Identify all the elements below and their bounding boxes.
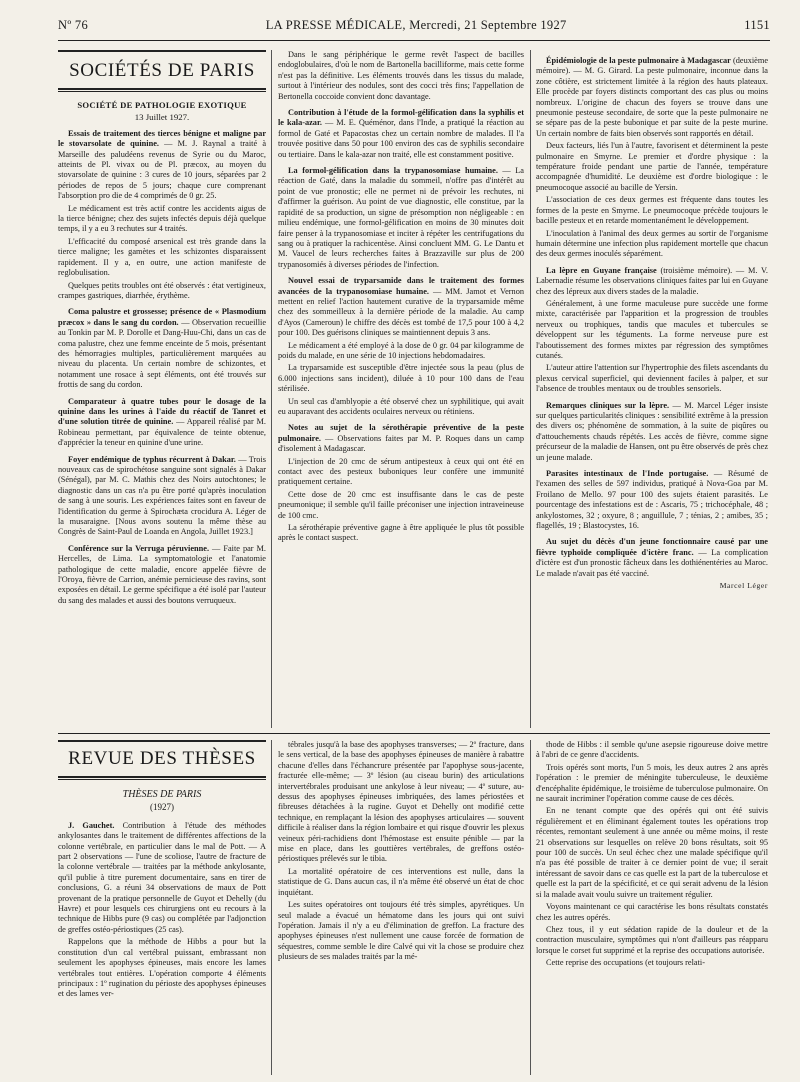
paragraph: [278, 900, 524, 962]
paragraph: [536, 537, 768, 579]
theses-col3-body: [536, 740, 768, 969]
paragraph: [536, 925, 768, 956]
paragraph: [278, 108, 524, 160]
paragraph-text: (troisième mémoire). — M. V. Labernadie résume les observations cliniques faites par lui en Guyane chez des lépreux aux divers stades de la maladie.: [536, 265, 768, 296]
paragraph-heading: Foyer endémique de typhus récurrent à Dakar.: [68, 454, 236, 464]
section-separator: [58, 733, 770, 734]
author-signature: Marcel Léger: [719, 581, 768, 591]
theses-col2-body: [278, 740, 524, 963]
paragraph-text: — M. Marcel Léger insiste sur quelques particularités cliniques : sensibilité extrême à la pression des divers os; phénomène de sommation, à la suite de piqûres ou d'attouchements chauds répétés. Les accès de fièvre, comme signe précurseur de la maladie de Hansen, ont pu être observés de près chez un jeune malade.: [536, 400, 768, 462]
paragraph-heading: Coma palustre et grossesse; présence de « Plasmodium præcox » dans le sang du cordon.: [58, 307, 266, 327]
paragraph: [58, 237, 266, 279]
societes-col2-body: [278, 50, 524, 544]
societes-column-1: [58, 50, 266, 728]
paragraph-heading: Remarques cliniques sur la lèpre.: [546, 400, 670, 410]
paragraph-heading: J. Gauchet.: [68, 820, 115, 830]
paragraph-text: L'efficacité du composé arsenical est très grande dans la tierce maligne; les gamètes et les schizontes disparaissent rapidement. Il y a, en outre, une action manifeste de reglobulisation.: [58, 236, 266, 278]
paragraph: [278, 397, 524, 418]
theses-column-3: [536, 740, 768, 1075]
header-rule: [58, 40, 770, 41]
paragraph: [58, 129, 266, 202]
title-rule-top: [58, 50, 266, 52]
paragraph-heading: Comparateur à quatre tubes pour le dosage de la quinine dans les urines à l'aide du réactif de Tanret et d'une solution titrée de quinine.: [58, 396, 266, 427]
paragraph: [536, 56, 768, 139]
paragraph-text: — La complication d'ictère est d'un pronostic fâcheux dans les dothiénentéries au Maroc. Le malade n'avait pas été vacciné.: [536, 547, 768, 578]
paragraph-text: Rappelons que la méthode de Hibbs a pour but la constitution d'un cal vertébral puissant, embrassant non seulement les apophyses épineuses, mais encore les lames vertébrales tout entières. L'opération comporte 4 éléments principaux : 1º rugination du périoste des apophyses épineuses et des lames ver-: [58, 937, 266, 999]
title-rule-bottom: [58, 88, 266, 90]
theses-col1-body: [58, 821, 266, 1000]
paragraph-text: Cette dose de 20 cmc est insuffisante dans le cas de peste pneumonique; il semble qu'il faille préconiser une injection intraveineuse de 100 cmc.: [278, 489, 524, 520]
paragraph: [278, 423, 524, 454]
paragraph: [278, 457, 524, 488]
paragraph: [278, 490, 524, 521]
paragraph: [58, 397, 266, 449]
paragraph-heading: Notes au sujet de la sérothérapie préventive de la peste pulmonaire.: [278, 423, 524, 443]
paragraph: [536, 266, 768, 297]
paragraph-text: La sérothérapie préventive gagne à être appliquée le plus tôt possible après le contact suspect.: [278, 523, 524, 543]
theses-column-1: [58, 740, 266, 1075]
paragraph-text: Dans le sang périphérique le germe revêt l'aspect de bacilles endoglobulaires, d'où le nom de Bartonella bacilliforme, mais cette forme n'est pas la définitive. Les éléments trouvés dans les tissus du malade, surtout à l'intérieur des nodules, sont des cocci très fins; l'appellation de Bertonella coccoide convient donc davantage.: [278, 50, 524, 101]
paragraph: [278, 867, 524, 898]
paragraph: [278, 523, 524, 544]
paragraph-text: Voyons maintenant ce qui caractérise les bons résultats constatés chez les autres opérés.: [536, 902, 768, 922]
title-rule-bottom: [58, 776, 266, 778]
column-divider: [271, 740, 272, 1075]
paragraph: [536, 195, 768, 226]
paragraph: [58, 204, 266, 235]
paragraph-text: — Trois nouveaux cas de spirochétose sanguine sont signalés à Dakar (Sénégal), par M. C. Mathis chez des Noirs autochtones; le diagnostic dans un cas n'a pu être porté qu'après inoculation de sang à une souris. Les expériences faites sont en faveur de l'identification du germe à Spirochæta crocidura A. Léger de la musaraigne. [Nous avons soutenu la même thèse au Congrès de Saint-Paul de Loanda en Angola, Juillet 1923.]: [58, 454, 266, 537]
paragraph-text: La tryparsamide est susceptible d'être injectée sous la peau (plus de 6.000 injections sans incident), diluée à 10 pour 100 dans de l'eau stérilisée.: [278, 363, 524, 394]
paragraph-text: Le médicament est très actif contre les accidents aigus de la tierce bénigne; chez des sujets infectés depuis déjà quelque temps, il y a eu 3 rechutes sur 4 traités.: [58, 203, 266, 234]
column-divider: [530, 50, 531, 728]
paragraph: [536, 363, 768, 394]
paragraph-heading: Au sujet du décès d'un jeune fonctionnaire causé par une fièvre typhoïde compliquée d'ictère franc.: [536, 537, 768, 557]
paragraph-text: tébrales jusqu'à la base des apophyses transverses; — 2º fracture, dans le sens vertical, de la base des apophyses épineuses de manière à rabattre chacune d'elles dans l'échancrure présentée par l'apophyse sous-jacente, fracturée elle-même; — 3º lésion (au ciseau burin) des articulations intervertébrales produisant une ankylose à leur niveau; — 4º suture, au-dessus des apophyses épineuses imbriquées, des lames périostées et fibreuses détachées à la rugine. Guyot et Dehelly ont modifié cette technique, en remplaçant la lésion des apophyses articulaires — souvent difficile à réaliser dans la région lombaire et qui risque d'ouvrir les plexus veineux péri-rachidiens dont l'hémostase est ensuite pénible — par la mise en place, dans les gouttières vertébrales, de greffons ostéo-périostiques prélevés sur le tibia.: [278, 740, 524, 864]
paragraph-text: La mortalité opératoire de ces interventions est nulle, dans la statistique de G. Dans aucun cas, il n'a même été observé un état de choc inquiétant.: [278, 866, 524, 897]
paragraph-text: — Observations faites par M. P. Roques dans un camp d'isolement à Madagascar.: [278, 433, 524, 454]
paragraph-text: Les suites opératoires ont toujours été très simples, apyrétiques. Un seul malade a évacué un hématome dans les jours qui ont suivi l'opération. Jamais il n'y a eu d'élimination de greffon. La fracture des apophyses épineuses n'est nullement une cause forcée de formation de séquestres, comme semble le dire Calvé qui vit la chose se produire chez plusieurs de ses malades traités par la mé-: [278, 900, 524, 962]
paragraph: [536, 763, 768, 805]
paragraph-heading: La lèpre en Guyane française: [546, 265, 657, 275]
paragraph: [278, 50, 524, 102]
paragraph-text: Quelques petits troubles ont été observés : état vertigineux, crampes gastriques, diarrhée, érythème.: [58, 280, 266, 300]
theses-column-2: [278, 740, 524, 1075]
paragraph: [58, 455, 266, 538]
paragraph: [58, 821, 266, 935]
paragraph-text: Un seul cas d'amblyopie a été observé chez un syphilitique, qui avait eu auparavant des accidents oculaires nerveux ou rétiniens.: [278, 396, 524, 416]
paragraph-heading: Essais de traitement des tierces bénigne et maligne par le stovarsolate de quinine.: [58, 128, 266, 149]
page-number: 1151: [744, 18, 770, 32]
paragraph: [536, 806, 768, 900]
paragraph-text: Contribution à l'étude des méthodes ankylosantes dans le traitement de différentes affections de la colonne vertébrale, en particulier dans le mal de Pott. — A part 2 observations — l'une de scoliose, l'autre de fracture de la colonne vertébrale — traitées par la méthode ankylosante, qu'il publie à titre purement documentaire, sans en tirer de conclusions, G. a réuni 34 observations de maux de Pott provenant de la pratique personnelle de Guyot et Dehelly (du Havre) et pour lesquels ces chirurgiens ont eu recours à la technique de Hibbs pure (9 cas) ou complétée par l'adjonction de greffes ostéo-périostiques (25 cas).: [58, 820, 266, 934]
paragraph-text: L'auteur attire l'attention sur l'hypertrophie des filets ascendants du plexus cervical superficiel, qui deviennent faciles à palper, et sur l'absence de troubles mentaux ou de troubles sensoriels.: [536, 363, 768, 394]
paragraph-text: L'injection de 20 cmc de sérum antipesteux à ceux qui ont été en contact avec des pesteux buboniques leur confère une immunité pratiquement certaine.: [278, 456, 524, 487]
theses-year: (1927): [150, 802, 174, 813]
paragraph-text: L'association de ces deux germes est fréquente dans toutes les formes de la peste en Smyrne. Le pneumocoque précède toujours le bacille pesteux et en retarde momentanément le développement.: [536, 195, 768, 226]
title-rule-thin: [58, 779, 266, 780]
section-title-theses: REVUE DES THÈSES: [68, 748, 256, 769]
paragraph-heading: Parasites intestinaux de l'Inde portugaise.: [546, 469, 709, 479]
paragraph-text: Généralement, à une forme maculeuse pure succède une forme mixte, caractérisée par l'apparition et la progression de troubles nerveux ou trophiques, tandis que macules et tubercules se développent sur les téguments. La forme nerveuse pure est l'aboutissement des formes mixtes par régression des symptômes cutanés.: [536, 298, 768, 360]
paragraph-text: thode de Hibbs : il semble qu'une asepsie rigoureuse doive mettre à l'abri de ce genre d'accidents.: [536, 740, 768, 760]
paragraph-text: (deuxième mémoire). — M. G. Girard. La peste pulmonaire, inconnue dans la zone côtière, est strictement limitée à la région des hauts plateaux. Elle procède par foyers distincts comportant des cas plus ou moins nombreux. L'origine de chacun des foyers se trouve dans une pneumonie pesteuse secondaire, de sorte que la peste pulmonaire ne se sépare pas de la peste bubonique et par suite de la peste murine. Un certain nombre de faits bien observés sont rapportés en détail.: [536, 56, 768, 138]
column-divider: [271, 50, 272, 728]
paragraph-heading: La formol-gélification dans la trypanosomiase humaine.: [288, 166, 498, 176]
paragraph: [278, 276, 524, 338]
paragraph-text: — M. J. Raynal a traité à Marseille des paludéens revenus de Syrie ou du Maroc, atteints de Pl. vivax ou de Pl. præcox, au moyen du stovarsolate de quinine : 3 cures de 10 jours, séparées par 2 périodes de repos de 5 jours; chaque cure comprenant l'absorption pro die de 4 comprimés de 0 gr. 25.: [58, 139, 266, 201]
society-name: SOCIÉTÉ DE PATHOLOGIE EXOTIQUE: [77, 100, 247, 110]
paragraph-text: — La réaction de Gaté, dans la maladie du sommeil, n'offre pas d'intérêt au point de vue pronostic; elle ne permet ni de prévoir les rechutes, ni d'affirmer la guérison. Au point de vue diagnostic, elle constitue, par la rapidité de sa production, un signe de présomption non négligeable : en milieu endémique, une formol-gélification en moins de 30 minutes doit faire penser à la trypanosomiase et inciter à répéter les centrifugations du sang ou à pratiquer la rachicentèse. Ainsi concluent MM. G. Le Dantu et M. Vaucel de leurs recherches faites à Brazzaville sur plus de 200 trypanosomiés à diverses périodes de l'infection.: [278, 166, 524, 269]
paragraph-heading: Contribution à l'étude de la formol-gélification dans la syphilis et le kala-azar.: [278, 108, 524, 128]
paragraph: [536, 141, 768, 193]
paragraph-text: Trois opérés sont morts, l'un 5 mois, les deux autres 2 ans après l'opération : le premier de méningite tuberculeuse, le deuxième d'encéphalite épidémique, le troisième de tuberculose pulmonaire. On ne saurait incriminer l'opération comme cause de ces décès.: [536, 762, 768, 804]
paragraph: [278, 363, 524, 394]
paragraph-text: — Appareil réalisé par M. Robineau permettant, par équivalence de teinte obtenue, d'apprécier la teneur en quinine d'une urine.: [58, 417, 266, 448]
paragraph: [58, 937, 266, 999]
paragraph: [278, 341, 524, 362]
paragraph-text: — Observation recueillie au Tonkin par M. P. Dorolle et Dang-Huu-Chi, dans un cas de coma palustre, chez une femme enceinte de 5 mois, présentant des hémorragies multiples, particulièrement marquées au niveau du placenta. Un certain nombre de schizontes, et notamment une rosace à sept éléments, ont été trouvés sur frottis de sang du cordon.: [58, 317, 266, 390]
issue-number: Nº 76: [58, 18, 89, 32]
paragraph-text: Cette reprise des occupations (et toujours relati-: [546, 958, 705, 968]
paragraph-heading: Nouvel essai de tryparsamide dans le traitement des formes avancées de la trypanosomiase humaine.: [278, 276, 524, 296]
session-date: 13 Juillet 1927.: [134, 112, 190, 123]
paragraph: [536, 401, 768, 463]
title-rule-thin: [58, 91, 266, 92]
title-rule-top: [58, 740, 266, 742]
paragraph: [58, 281, 266, 302]
header-title: LA PRESSE MÉDICALE, Mercredi, 21 Septembre 1927: [265, 18, 567, 32]
section-title-societes: SOCIÉTÉS DE PARIS: [69, 60, 255, 81]
paragraph-heading: Épidémiologie de la peste pulmonaire à Madagascar: [546, 56, 731, 65]
paragraph: [536, 299, 768, 361]
paragraph-text: En ne tenant compte que des opérés qui ont été suivis régulièrement et en éliminant également toutes les opérations trop récentes, remontant seulement à une année ou même moins, il reste 21 observations sur lesquelles on relève 20 bons résultats, soit 95 pour 100 de succès. Un seul échec chez une malade spécifique qu'il n'a pas été possible de traiter à ce dernier point de vue; il serait intéressant de savoir dans ce cas quelle est la part de la tuberculose et quelle est la part de la spécificité, et ce qui serait advenu de la lésion si la malade avait voulu suivre un traitement régulier.: [536, 806, 768, 899]
paragraph: [536, 469, 768, 531]
paragraph-text: L'inoculation à l'animal des deux germes au sortir de l'organisme humain détermine une infection plus rapidement mortelle que chacun des deux germes inoculés séparément.: [536, 228, 768, 259]
paragraph: [536, 958, 768, 968]
paragraph: [58, 544, 266, 606]
paragraph: [536, 740, 768, 761]
paragraph: [536, 902, 768, 923]
column-divider: [530, 740, 531, 1075]
societes-col3-body: [536, 56, 768, 579]
paragraph: [278, 740, 524, 865]
paragraph: [278, 166, 524, 270]
societes-column-2: [278, 50, 524, 728]
paragraph-text: — M. E. Quéménor, dans l'Inde, a pratiqué la réaction au formol de Gaté et Papacostas chez un certain nombre de malades. Il l'a trouvée positive dans 50 pour 100 environ des cas de syphilis secondaire ou tertiaire. Dans le kala-azar non traité, elle est constamment positive.: [278, 118, 524, 159]
paragraph-text: Le médicament a été employé à la dose de 0 gr. 04 par kilogramme de poids du malade, en une série de 10 injections hebdomadaires.: [278, 340, 524, 360]
paragraph: [536, 229, 768, 260]
paragraph-text: Deux facteurs, liés l'un à l'autre, favorisent et déterminent la peste pulmonaire en Smyrne. Le premier et d'ordre physique : la température froide pendant une partie de l'année, température accompagnée d'humidité. Le deuxième est d'ordre biologique : le pneumocoque associé au bacille de Yersin.: [536, 141, 768, 192]
societes-col1-body: [58, 129, 266, 606]
paragraph-heading: Conférence sur la Verruga péruvienne.: [68, 543, 210, 553]
theses-subtitle: THÈSES DE PARIS: [122, 789, 202, 800]
societes-column-3: [536, 50, 768, 728]
paragraph: [58, 307, 266, 390]
paragraph-text: Chez tous, il y eut sédation rapide de la douleur et de la contraction musculaire, symptômes qui n'ont d'ailleurs pas réapparu lorsque le corset fut supprimé et la reprise des occupations autorisée.: [536, 924, 768, 955]
paragraph-text: — Résumé de l'examen des selles de 597 individus, pratiqué à Nova-Goa par M. Froilano de Mello. 97 pour 100 des sujets étaient parasités. Le pourcentage des infestations est de : Ascaris, 75 ; trichocéphale, 48 ; ankylostomes, 32 ; oxyure, 8 ; anguillule, 7 ; ténias, 2 ; amibes, 35 ; flagellés, 19 ; Blastocystes, 16.: [536, 469, 768, 531]
paragraph-text: — Faite par M. Hercelles, de Lima. La symptomatologie et l'anatomie pathologique de cette maladie, encore appelée fièvre de l'Oroya, fièvre de Carrion, anémie pernicieuse des ravins, sont exposées en détail. Le germe spécifique a été isolé par l'auteur du sang des malades et aussi des boutons verruqueux.: [58, 543, 266, 605]
paragraph-text: — MM. Jamot et Vernon mettent en relief l'action hautement curative de la tryparsamide même chez des sommeilleux à la dernière période de la maladie. Au camp d'Ayos (Cameroun) le chiffre des décès est tombé de 17,5 pour 100 à 4,2 pour 100. Des guérisons cliniques se maintiennent depuis 3 ans.: [278, 286, 524, 338]
page-header: [58, 18, 770, 38]
